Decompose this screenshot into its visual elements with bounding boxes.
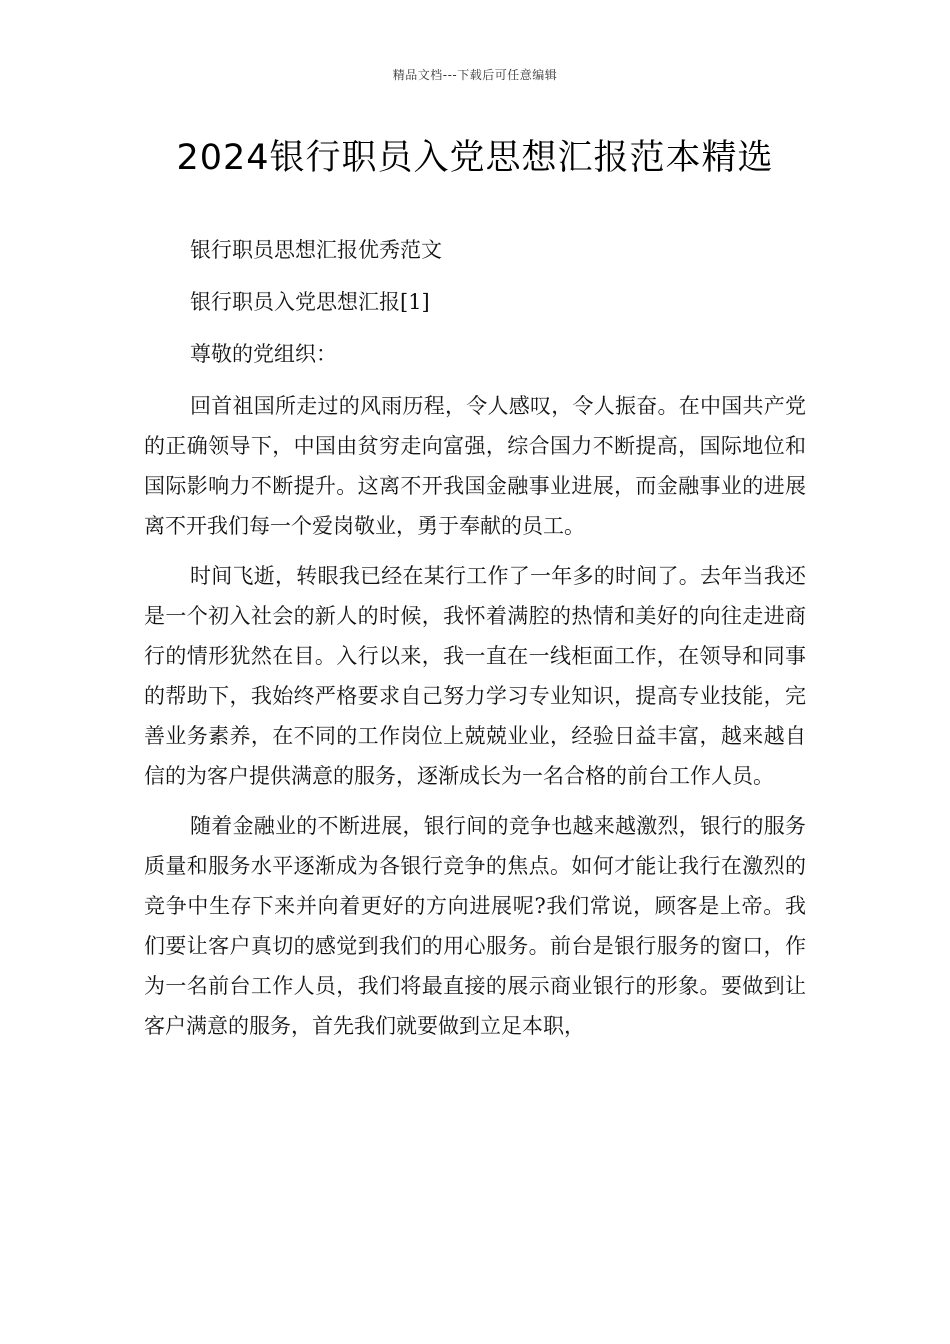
paragraph-heading: 银行职员入党思想汇报[1] <box>190 290 430 314</box>
paragraph-salutation: 尊敬的党组织： <box>190 342 337 366</box>
paragraph: 随着金融业的不断进展，银行间的竞争也越来越激烈，银行的服务质量和服务水平逐渐成为各银行竞争的焦点。如何才能让我行在激烈的竞争中生存下来并向着更好的方向进展呢?我们常说，顾客是上帝。我们要让客户真切的感觉到我们的用心服务。前台是银行服务的窗口，作为一名前台工作人员，我们将最直接的展示商业银行的形象。要做到让客户满意的服务，首先我们就要做到立足本职， <box>144 814 806 1038</box>
paragraph: 回首祖国所走过的风雨历程，令人感叹，令人振奋。在中国共产党的正确领导下，中国由贫穷走向富强，综合国力不断提高，国际地位和国际影响力不断提升。这离不开我国金融事业进展，而金融事业的进展离不开我们每一个爱岗敬业，勇于奉献的员工。 <box>144 394 806 538</box>
document-title: 2024银行职员入党思想汇报范本精选 <box>176 138 774 178</box>
paragraph: 时间飞逝，转眼我已经在某行工作了一年多的时间了。去年当我还是一个初入社会的新人的时候，我怀着满腔的热情和美好的向往走进商行的情形犹然在目。入行以来，我一直在一线柜面工作，在领导和同事的帮助下，我始终严格要求自己努力学习专业知识，提高专业技能，完善业务素养，在不同的工作岗位上兢兢业业，经验日益丰富，越来越自信的为客户提供满意的服务，逐渐成长为一名合格的前台工作人员。 <box>144 564 806 788</box>
paragraph-subtitle: 银行职员思想汇报优秀范文 <box>190 238 442 262</box>
header-note: 精品文档---下载后可任意编辑 <box>392 68 558 82</box>
document-body <box>144 230 806 1056</box>
